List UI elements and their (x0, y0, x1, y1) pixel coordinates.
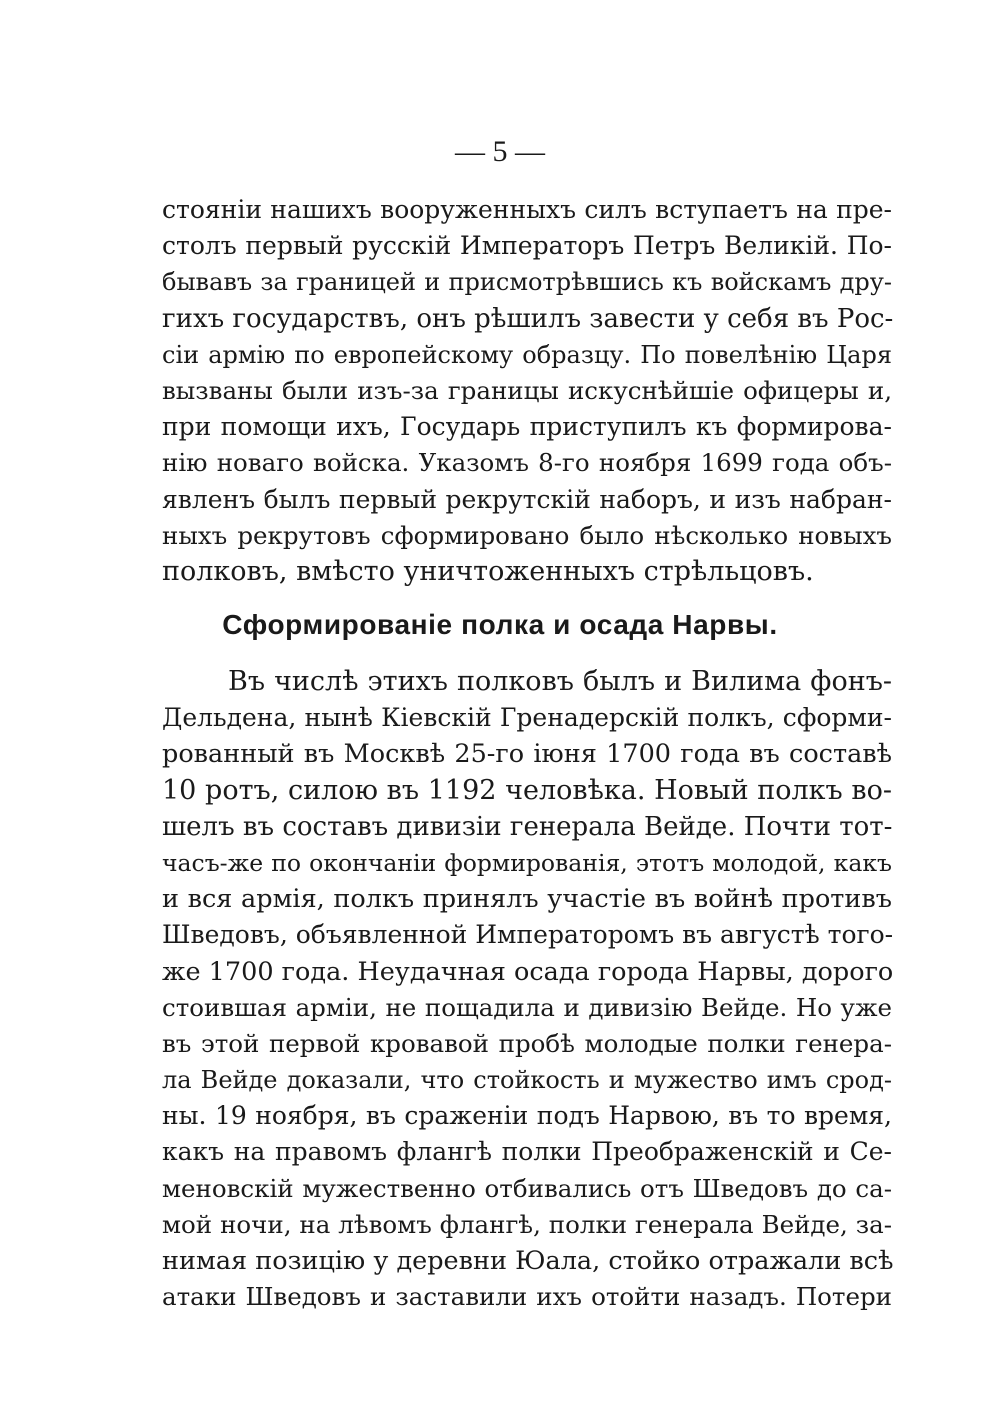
text-line: сіи армію по европейскому образцу. По повелѣнію Царя (162, 340, 892, 369)
text-line: нію новаго войска. Указомъ 8-го ноября 1699 года объ- (162, 448, 892, 478)
text-line: ла Вейде доказали, что стойкость и мужество имъ срод- (162, 1066, 892, 1095)
text-line: Шведовъ, объявленной Императоромъ въ августѣ того- (162, 920, 894, 950)
text-line: въ этой первой кровавой пробѣ молодые полки генера- (162, 1028, 892, 1058)
paragraph-1 (162, 192, 892, 590)
text-line: нимая позицію у деревни Юала, стойко отражали всѣ (162, 1246, 894, 1276)
text-line: полковъ, вмѣсто уничтоженныхъ стрѣльцовъ. (162, 555, 814, 587)
text-line: вызваны были изъ-за границы искуснѣйшіе офицеры и, (162, 375, 892, 405)
text-line: ныхъ рекрутовъ сформировано было нѣсколько новыхъ (162, 520, 892, 550)
text-line: рованный въ Москвѣ 25-го іюня 1700 года въ составѣ (162, 739, 892, 770)
text-line: мой ночи, на лѣвомъ флангѣ, полки генерала Вейде, за- (162, 1209, 892, 1239)
text-line: столъ первый русскій Императоръ Петръ Великій. По- (162, 231, 892, 261)
text-line: ны. 19 ноября, въ сраженіи подъ Нарвою, въ то время, (162, 1101, 892, 1131)
text-line: явленъ былъ первый рекрутскій наборъ, и изъ набран- (162, 484, 892, 514)
text-line: при помощи ихъ, Государь приступилъ къ формирова- (162, 412, 892, 442)
text-line: 10 ротъ, силою въ 1192 человѣка. Новый полкъ во- (162, 774, 892, 806)
text-line: часъ-же по окончаніи формированія, этотъ молодой, какъ (162, 848, 892, 877)
text-line: Дельдена, нынѣ Кіевскій Гренадерскій полкъ, сформи- (162, 703, 892, 733)
text-line: шелъ въ составъ дивизіи генерала Вейде. Почти тот- (162, 811, 893, 842)
text-line: стоившая арміи, не пощадила и дивизію Вейде. Но уже (162, 992, 892, 1022)
text-line: стояніи нашихъ вооруженныхъ силъ вступаетъ на пре- (162, 195, 892, 224)
paragraph-2 (162, 664, 892, 1315)
text-line: какъ на правомъ флангѣ полки Преображенскій и Се- (162, 1137, 892, 1167)
text-line: меновскій мужественно отбивались отъ Шведовъ до са- (162, 1173, 892, 1203)
text-line: Въ числѣ этихъ полковъ былъ и Вилима фонъ- (228, 666, 892, 697)
text-line: атаки Шведовъ и заставили ихъ отойти назадъ. Потери (162, 1282, 892, 1312)
text-line: же 1700 года. Неудачная осада города Нарвы, дорого (162, 956, 894, 987)
text-line: бывавъ за границей и присмотрѣвшись къ войскамъ дру- (162, 268, 892, 297)
section-title: Сформированіе полка и осада Нарвы. (222, 609, 778, 640)
page-number: — 5 — (455, 135, 545, 168)
text-line: и вся армія, полкъ принялъ участіе въ войнѣ противъ (162, 884, 892, 915)
text-line: гихъ государствъ, онъ рѣшилъ завести у себя въ Рос- (162, 303, 894, 334)
